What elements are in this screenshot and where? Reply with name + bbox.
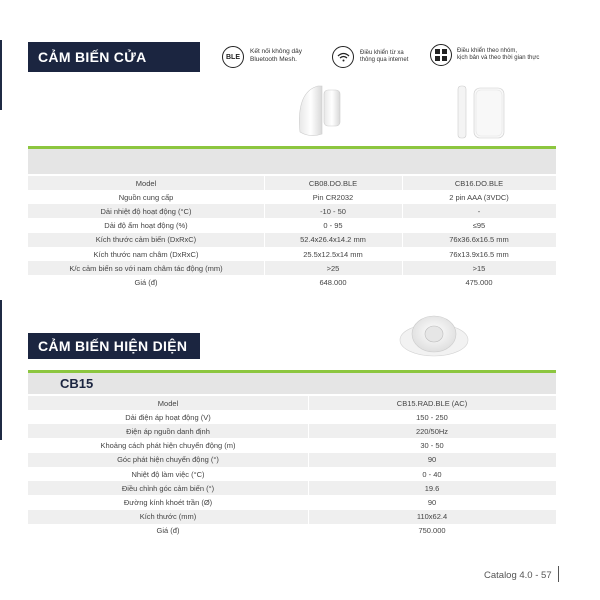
column-divider xyxy=(308,439,309,453)
column-divider xyxy=(264,247,265,261)
spec-row xyxy=(28,453,556,467)
spec-row xyxy=(28,233,556,247)
spec-row xyxy=(28,467,556,481)
spec-value-cb16: CB16.DO.BLE xyxy=(454,178,504,188)
spec-value-cb08: 25.5x12.5x14 mm xyxy=(303,249,363,259)
column-divider xyxy=(402,233,403,247)
column-divider xyxy=(308,510,309,524)
spec-label: Khoảng cách phát hiện chuyển động (m) xyxy=(100,441,236,451)
column-divider xyxy=(264,176,265,190)
column-divider xyxy=(264,219,265,233)
spec-label: Nhiệt độ làm việc (°C) xyxy=(131,469,205,479)
spec-row xyxy=(28,481,556,495)
spec-row xyxy=(28,410,556,424)
spec-value-cb16: >15 xyxy=(472,263,486,273)
feature-ble-text xyxy=(250,48,302,64)
spec-value-cb15: 30 - 50 xyxy=(420,441,444,451)
spec-value-cb16: 2 pin AAA (3VDC) xyxy=(449,192,509,202)
column-divider xyxy=(402,176,403,190)
spec-row xyxy=(28,524,556,538)
spec-value-cb15: CB15.RAD.BLE (AC) xyxy=(396,398,468,408)
column-divider xyxy=(402,261,403,275)
spec-value-cb08: >25 xyxy=(326,263,340,273)
feature-group-line2: kịch bản và theo thời gian thực xyxy=(457,55,540,61)
wifi-icon xyxy=(332,46,354,68)
left-edge-bar xyxy=(0,40,2,110)
footer-text: Catalog 4.0 - 57 xyxy=(484,570,552,581)
spec-value-cb15: 90 xyxy=(427,455,437,465)
section-title-door-sensor: CẢM BIẾN CỬA xyxy=(28,42,200,72)
spec-row xyxy=(28,204,556,218)
section2-header-band xyxy=(28,370,556,394)
spec-value-cb16: - xyxy=(477,206,481,216)
spec-value-cb15: 0 - 40 xyxy=(422,469,442,479)
spec-row xyxy=(28,495,556,509)
spec-value-cb16: ≤95 xyxy=(472,221,486,231)
spec-value-cb15: 90 xyxy=(427,497,437,507)
spec-value-cb08: 648.000 xyxy=(319,277,347,287)
spec-label: Model xyxy=(157,398,179,408)
page-footer xyxy=(484,570,552,581)
column-divider xyxy=(308,424,309,438)
left-edge-bar xyxy=(0,300,2,440)
column-divider xyxy=(264,204,265,218)
spec-value-cb15: 220/50Hz xyxy=(415,426,449,436)
spec-value-cb08: 0 - 95 xyxy=(323,221,343,231)
spec-label: Giá (đ) xyxy=(134,277,158,287)
column-divider xyxy=(308,396,309,410)
spec-label: Dải nhiệt độ hoạt động (°C) xyxy=(100,206,192,216)
spec-label: Giá (đ) xyxy=(156,526,180,536)
spec-label: Kích thước (mm) xyxy=(139,512,197,522)
spec-label: Model xyxy=(135,178,157,188)
column-divider xyxy=(308,524,309,538)
spec-value-cb15: 19.6 xyxy=(424,483,440,493)
column-divider xyxy=(308,410,309,424)
spec-value-cb08: Pin CR2032 xyxy=(312,192,354,202)
column-divider xyxy=(402,247,403,261)
column-divider xyxy=(308,467,309,481)
spec-label: K/c cảm biến so với nam châm tác động (mm) xyxy=(69,263,223,273)
column-divider xyxy=(308,495,309,509)
spec-label: Kích thước cảm biến (DxRxC) xyxy=(95,235,197,245)
presence-sensor-cb15-image xyxy=(398,306,470,362)
spec-row xyxy=(28,439,556,453)
feature-wifi-line1: Điều khiển từ xa xyxy=(360,50,404,56)
section-title-presence-sensor: CẢM BIẾN HIỆN DIỆN xyxy=(28,333,200,359)
product-name-cb15: CB15 xyxy=(60,376,94,391)
spec-value-cb16: 76x13.9x16.5 mm xyxy=(449,249,509,259)
spec-label: Điều chỉnh góc cảm biến (°) xyxy=(121,483,215,493)
spec-row xyxy=(28,275,556,289)
spec-value-cb15: 150 - 250 xyxy=(416,412,448,422)
spec-label: Dải điện áp hoạt động (V) xyxy=(125,412,211,422)
door-sensor-cb08-image xyxy=(292,82,352,142)
feature-group-line1: Điều khiển theo nhóm, xyxy=(457,48,518,54)
spec-row xyxy=(28,261,556,275)
spec-label: Điện áp nguồn danh định xyxy=(126,426,210,436)
door-sensor-cb16-image xyxy=(452,84,512,142)
column-divider xyxy=(264,190,265,204)
spec-label: Dải độ ẩm hoạt động (%) xyxy=(104,221,188,231)
spec-value-cb16: 475.000 xyxy=(465,277,493,287)
feature-ble-line2: Bluetooth Mesh. xyxy=(250,56,297,63)
group-control-icon xyxy=(430,44,452,66)
spec-label: Góc phát hiện chuyển động (°) xyxy=(117,455,219,465)
spec-row xyxy=(28,219,556,233)
spec-value-cb15: 750.000 xyxy=(418,526,446,536)
feature-wifi-text xyxy=(360,50,408,64)
feature-wifi-line2: thông qua internet xyxy=(360,57,409,63)
spec-label: Kích thước nam châm (DxRxC) xyxy=(93,249,199,259)
column-divider xyxy=(264,233,265,247)
column-divider xyxy=(402,204,403,218)
spec-value-cb15: 110x62.4 xyxy=(416,512,448,522)
spec-row xyxy=(28,424,556,438)
column-divider xyxy=(264,275,265,289)
footer-divider xyxy=(558,566,559,582)
spec-value-cb16: 76x36.6x16.5 mm xyxy=(449,235,509,245)
column-divider xyxy=(308,453,309,467)
spec-row xyxy=(28,510,556,524)
feature-group-text xyxy=(457,48,539,62)
section1-header-band xyxy=(28,146,556,174)
spec-row xyxy=(28,247,556,261)
spec-value-cb08: 52.4x26.4x14.2 mm xyxy=(300,235,366,245)
spec-label: Đường kính khoét trần (Ø) xyxy=(123,497,213,507)
column-divider xyxy=(402,275,403,289)
column-divider xyxy=(402,219,403,233)
spec-value-cb08: -10 - 50 xyxy=(320,206,346,216)
column-divider xyxy=(308,481,309,495)
bluetooth-mesh-icon: BLE xyxy=(222,46,244,68)
column-divider xyxy=(402,190,403,204)
column-divider xyxy=(264,261,265,275)
spec-row xyxy=(28,176,556,190)
spec-row xyxy=(28,396,556,410)
spec-label: Nguồn cung cấp xyxy=(118,192,174,202)
spec-value-cb08: CB08.DO.BLE xyxy=(308,178,358,188)
feature-ble-line1: Kết nối không dây xyxy=(250,48,303,55)
spec-row xyxy=(28,190,556,204)
